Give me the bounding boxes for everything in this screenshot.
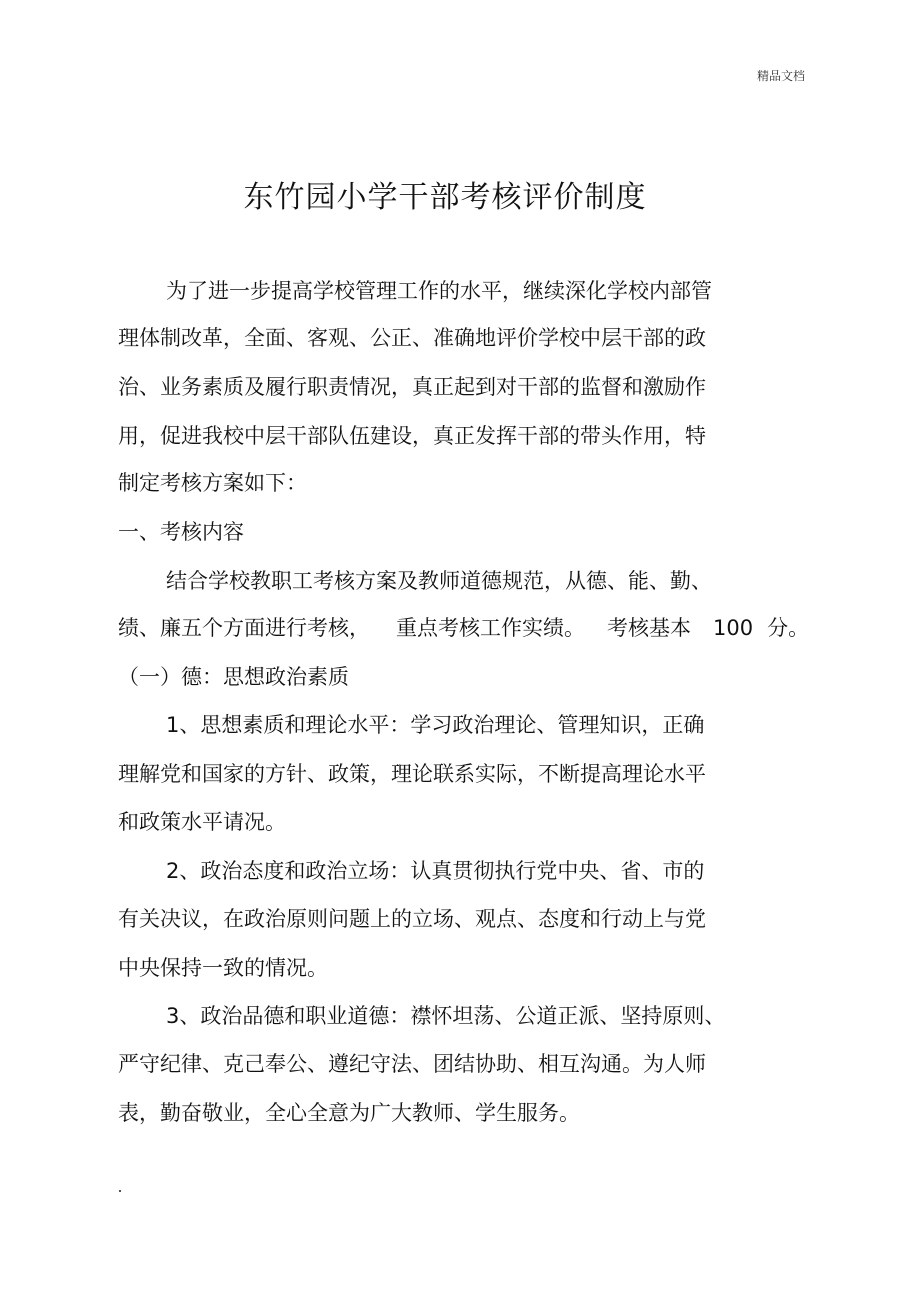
scoring-text-part3: 考核基本 — [607, 616, 691, 640]
paragraph-line: 2、政治态度和政治立场：认真贯彻执行党中央、省、市的 — [166, 859, 705, 883]
subsection-heading: （一）德：思想政治素质 — [118, 665, 349, 689]
document-title: 东竹园小学干部考核评价制度 — [243, 180, 647, 215]
score-value: 100 — [713, 616, 754, 640]
scoring-text-part1: 绩、廉五个方面进行考核， — [118, 616, 370, 640]
paragraph-line: 治、业务素质及履行职责情况，真正起到对干部的监督和激励作 — [118, 375, 706, 399]
header-label: 精品文档 — [757, 69, 806, 83]
paragraph-line: 理体制改革，全面、客观、公正、准确地评价学校中层干部的政 — [118, 326, 706, 350]
paragraph-line: 有关决议，在政治原则问题上的立场、观点、态度和行动上与党 — [118, 907, 706, 931]
scoring-line — [118, 614, 809, 642]
paragraph-line: 制定考核方案如下： — [118, 471, 307, 495]
scoring-text-part2: 重点考核工作实绩。 — [396, 616, 585, 640]
score-unit: 分。 — [767, 616, 810, 640]
paragraph-line: 用，促进我校中层干部队伍建设，真正发挥干部的带头作用，特 — [118, 424, 706, 448]
paragraph-line: 表，勤奋敬业，全心全意为广大教师、学生服务。 — [118, 1101, 580, 1125]
paragraph-line: 严守纪律、克己奉公、遵纪守法、团结协助、相互沟通。为人师 — [118, 1052, 706, 1076]
paragraph-line: 和政策水平请况。 — [118, 810, 286, 834]
paragraph-line: 中央保持一致的情况。 — [118, 956, 328, 980]
section-heading: 一、考核内容 — [118, 520, 244, 544]
paragraph-line: 理解党和国家的方针、政策，理论联系实际，不断提高理论水平 — [118, 762, 706, 786]
page-dot-mark — [119, 1190, 121, 1192]
paragraph-line: 结合学校教职工考核方案及教师道德规范，从德、能、勤、 — [166, 569, 712, 593]
paragraph-line: 3、政治品德和职业道德：襟怀坦荡、公道正派、坚持原则、 — [166, 1004, 726, 1028]
paragraph-line: 1、思想素质和理论水平：学习政治理论、管理知识，正确 — [166, 713, 705, 737]
paragraph-line: 为了进一步提高学校管理工作的水平，继续深化学校内部管 — [166, 279, 712, 303]
